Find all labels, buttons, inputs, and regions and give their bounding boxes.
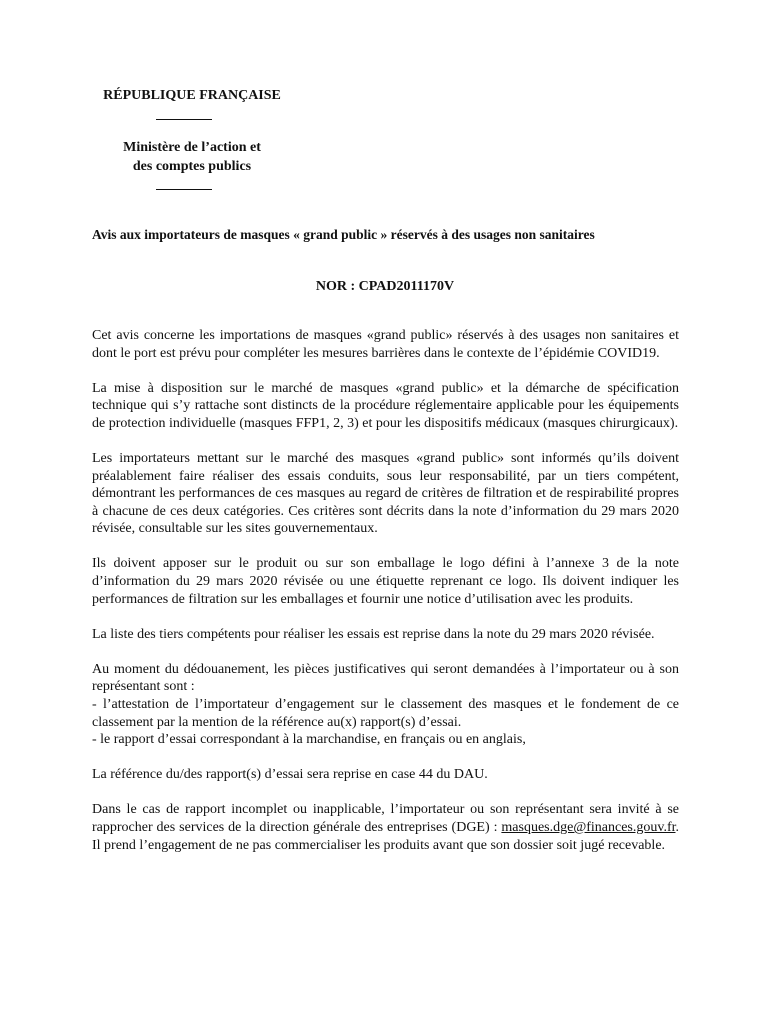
republic-heading: RÉPUBLIQUE FRANÇAISE: [103, 88, 281, 103]
paragraph-labelling: Ils doivent apposer sur le produit ou sur son emballage le logo défini à l’annexe 3 de la note d’information du 29 mars 2020 révisée ou une étiquette reprenant ce logo. Ils doivent indiquer les performances de filtration sur les emballages et fournir une notice d’utilisation avec les produits.: [92, 556, 679, 607]
customs-item-attestation: - l’attestation de l’importateur d’engagement sur le classement des masques et le fondement de ce classement par la mention de la référence au(x) rapport(s) d’essai.: [92, 697, 679, 730]
ministry-line-1: Ministère de l’action et: [123, 140, 261, 155]
paragraph-customs: [92, 661, 679, 749]
ministry-line-2: des comptes publics: [132, 159, 252, 174]
dge-email-link[interactable]: masques.dge@finances.gouv.fr: [501, 819, 676, 835]
paragraph-dau: La référence du/des rapport(s) d’essai sera reprise en case 44 du DAU.: [92, 767, 488, 783]
nor-reference: NOR : CPAD2011170V: [315, 279, 455, 294]
paragraph-third-parties: La liste des tiers compétents pour réaliser les essais est reprise dans la note du 29 mars 2020 révisée.: [92, 626, 655, 642]
customs-item-report: - le rapport d’essai correspondant à la marchandise, en français ou en anglais,: [92, 732, 526, 748]
document-title: Avis aux importateurs de masques « grand public » réservés à des usages non sanitaires: [92, 227, 595, 242]
header-divider: [156, 119, 212, 120]
paragraph-market: La mise à disposition sur le marché de masques «grand public» et la démarche de spécification technique qui s’y rattache sont distincts de la procédure réglementaire applicable pour les équipements de protection individuelle (masques FFP1, 2, 3) et pour les dispositifs médicaux (masques chirurgicaux).: [92, 380, 679, 431]
paragraph-contact: [92, 801, 679, 854]
document-body: [92, 327, 679, 872]
ministry-divider: [156, 189, 212, 190]
paragraph-testing: Les importateurs mettant sur le marché des masques «grand public» sont informés qu’ils doivent préalablement faire réaliser des essais conduits, sous leur responsabilité, par un tiers compétent, démontrant les performances de ces masques au regard de critères de filtration et de respirabilité propres à chacune de ces deux catégories. Ces critères sont décrits dans la note d’information du 29 mars 2020 révisée, consultable sur les sites gouvernementaux.: [92, 450, 679, 537]
contact-text-start: Dans le cas de rapport incomplet ou inapplicable, l’importateur ou son représentant sera invité à se rapprocher des services de la direction générale des entreprises (DGE) :: [92, 802, 679, 835]
contact-text-end: . Il prend l’engagement de ne pas commercialiser les produits avant que son dossier soit jugé recevable.: [92, 819, 679, 853]
customs-intro: Au moment du dédouanement, les pièces justificatives qui seront demandées à l’importateur ou à son représentant sont :: [92, 661, 679, 695]
paragraph-scope: Cet avis concerne les importations de masques «grand public» réservés à des usages non sanitaires et dont le port est prévu pour compléter les mesures barrières dans le contexte de l’épidémie COVID19.: [92, 328, 679, 361]
